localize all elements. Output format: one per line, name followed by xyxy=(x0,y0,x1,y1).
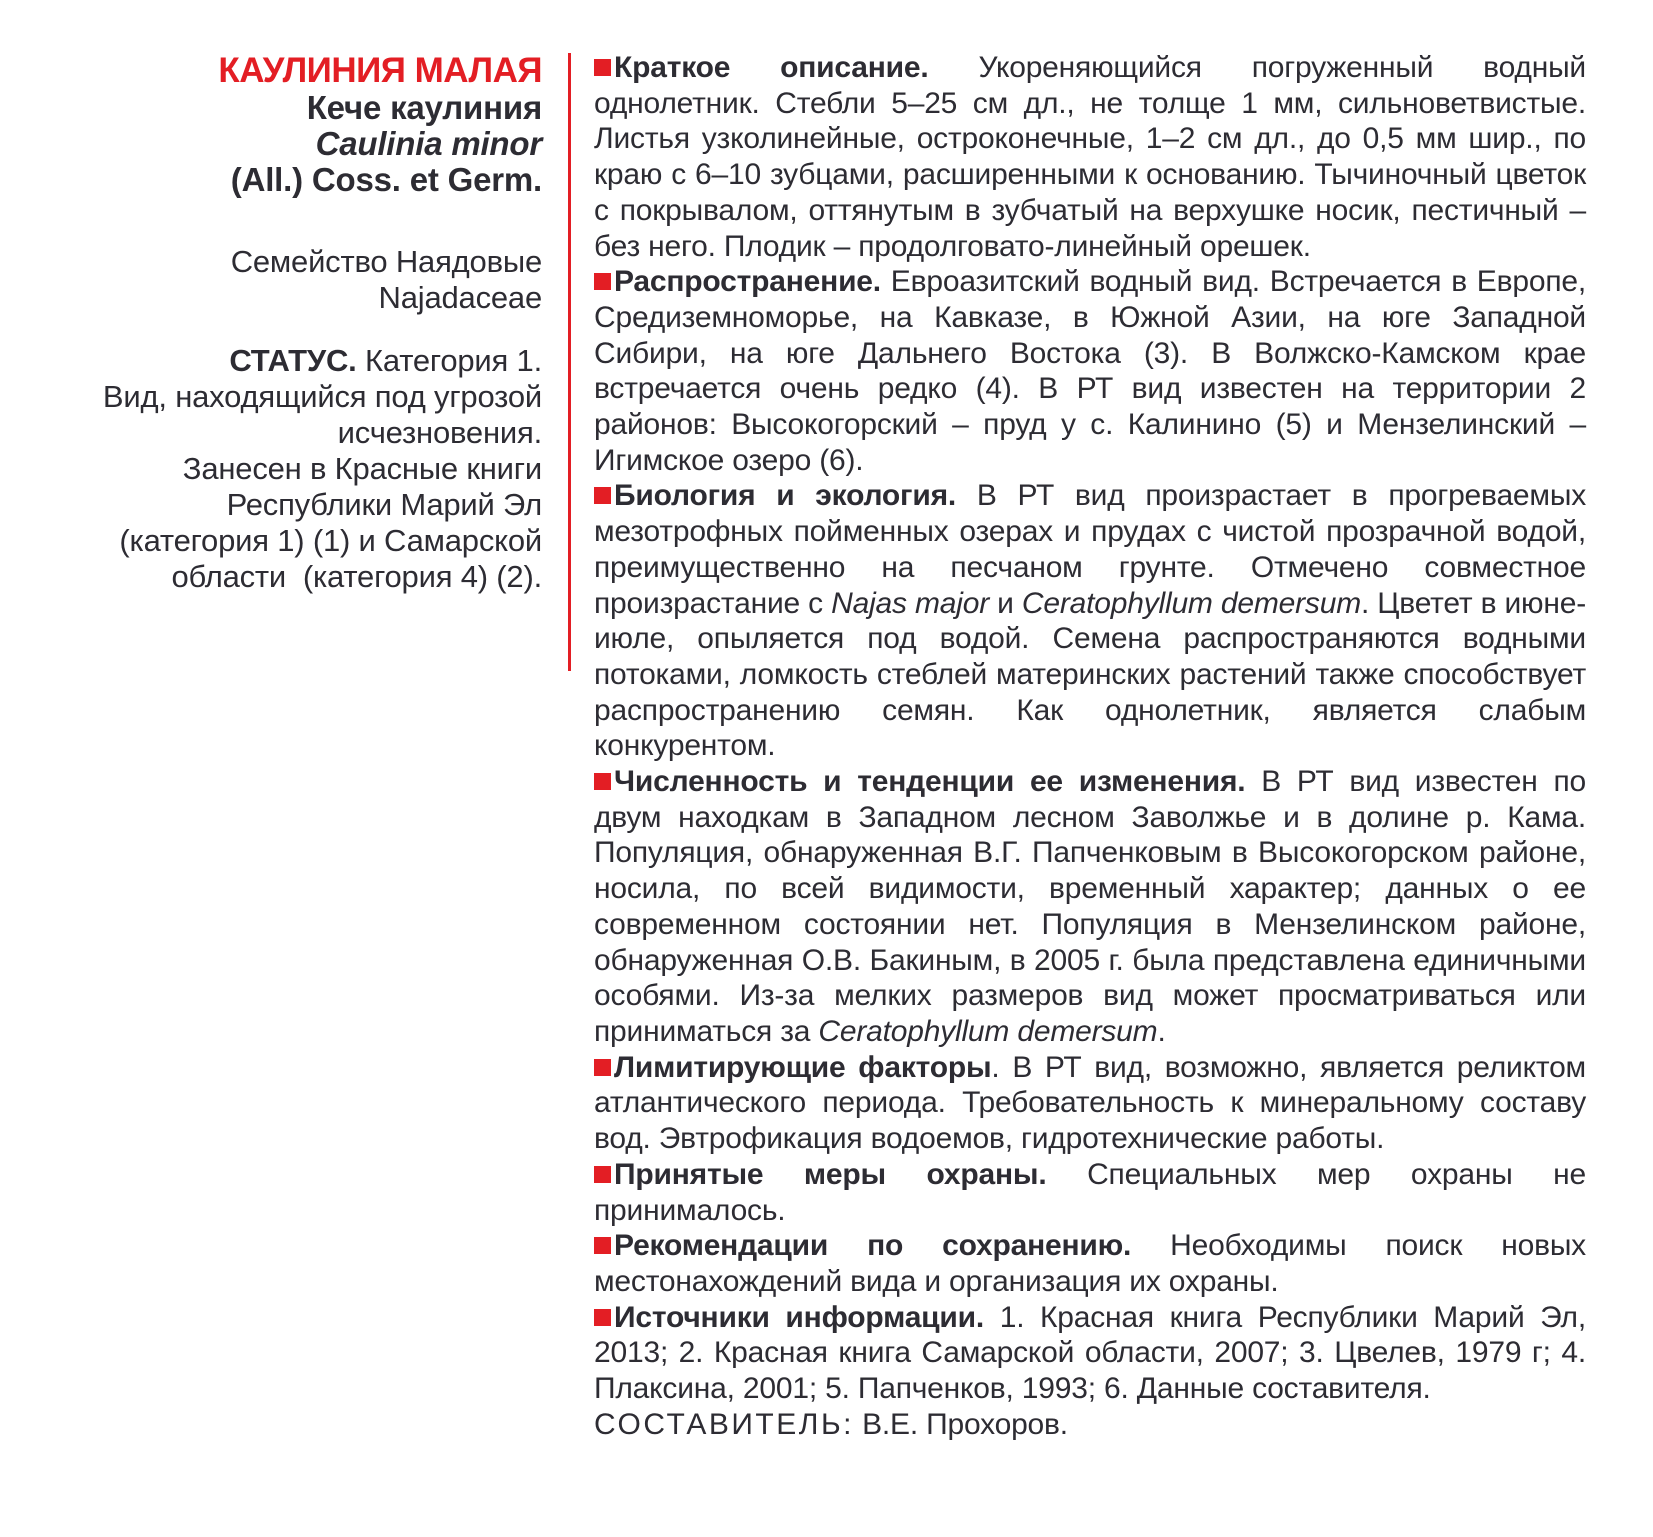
composer-name: В.Е. Прохоров. xyxy=(853,1407,1068,1441)
section-text: В РТ вид произрастает в прогреваемых мезотрофных пойменных озерах и прудах с чистой прозрачной водой, преимущественно на песчаном грунте. Отмечено совместное произрастание с xyxy=(594,479,1586,620)
composer-label: СОСТАВИТЕЛЬ: xyxy=(594,1407,854,1441)
section-text: . В РТ вид, возможно, является реликтом атлантического периода. Требовательность к минеральному составу вод. Эвтрофикация водоемов, гидротехнические работы. xyxy=(594,1050,1586,1156)
status-line-2: Вид, находящийся под угрозой xyxy=(102,379,542,414)
section-heading: Биология и экология. xyxy=(614,479,957,513)
family-name-ru: Семейство Наядовые xyxy=(230,244,542,279)
section-heading: Принятые меры охраны. xyxy=(614,1157,1047,1191)
section-distribution xyxy=(594,264,1586,478)
status-line-6: (категория 1) (1) и Самарской xyxy=(119,523,542,558)
section-bullet-icon xyxy=(594,1059,611,1076)
section-bullet-icon xyxy=(594,487,611,504)
section-information-sources xyxy=(594,1300,1586,1407)
species-name-tatar: Кече каулиния xyxy=(306,89,542,126)
section-heading: Источники информации. xyxy=(614,1300,985,1334)
section-text: Укореняющийся погруженный водный однолетник. Стебли 5–25 см дл., не толще 1 мм, сильноветвистые. Листья узколинейные, остроконечные, 1–2 см дл., до 0,5 мм шир., по краю с 6–10 зубцами, расширенными к основанию. Тычиночный цветок с покрывалом, оттянутым в зубчатый на верхушке носик, пестичный – без него. Плодик – продолговато-линейный орешек. xyxy=(594,51,1586,263)
section-heading: Краткое описание. xyxy=(614,51,929,84)
section-heading: Распространение. xyxy=(614,265,881,299)
status-label: СТАТУС. xyxy=(229,343,357,378)
species-authority: (All.) Coss. et Germ. xyxy=(230,161,542,198)
status-line-7: области (категория 4) (2). xyxy=(171,559,542,594)
section-text: В РТ вид известен по двум находкам в Западном лесном Заволжье и в долине р. Кама. Популяция, обнаруженная В.Г. Папченковым в Высокогорском районе, носила, по всей видимости, временный характер; данных о ее современном состоянии нет. Популяция в Мензелинском районе, обнаруженная О.В. Бакиным, в 2005 г. была представлена единичными особями. Из-за мелких размеров вид может просматриваться или приниматься за xyxy=(594,765,1586,1048)
section-text: 1. Красная книга Республики Марий Эл, 2013; 2. Красная книга Самарской области, 2007; 3. Цвелев, 1979 г; 4. Плаксина, 2001; 5. Папченков, 1993; 6. Данные составителя. xyxy=(594,1300,1586,1406)
latin-species-name: Ceratophyllum demersum xyxy=(1021,586,1361,620)
species-article xyxy=(594,50,1586,1442)
section-text: Специальных мер охраны не принималось. xyxy=(594,1157,1587,1227)
section-text: Евроазитский водный вид. Встречается в Европе, Средиземноморье, на Кавказе, в Южной Азии, на юге Западной Сибири, на юге Дальнего Востока (3). В Волжско-Камском крае встречается очень редко (4). В РТ вид известен на территории 2 районов: Высокогорский – пруд у с. Калинино (5) и Мензелинский – Игимское озеро (6). xyxy=(594,265,1586,477)
status-line-3: исчезновения. xyxy=(337,415,542,450)
section-population-trends xyxy=(594,764,1586,1050)
status-block xyxy=(78,343,542,595)
section-protection-measures xyxy=(594,1157,1586,1228)
section-limiting-factors xyxy=(594,1050,1586,1157)
section-brief-description xyxy=(594,50,1586,264)
section-bullet-icon xyxy=(594,773,611,790)
family-block xyxy=(78,244,542,316)
section-recommendations xyxy=(594,1228,1586,1299)
status-line-5: Республики Марий Эл xyxy=(226,487,542,522)
section-bullet-icon xyxy=(594,59,611,76)
section-bullet-icon xyxy=(594,1237,611,1254)
species-title-ru: КАУЛИНИЯ МАЛАЯ xyxy=(218,51,542,90)
status-line-4: Занесен в Красные книги xyxy=(182,451,542,486)
composer-line xyxy=(594,1407,1586,1443)
section-biology-ecology xyxy=(594,478,1586,764)
species-name-latin: Caulinia minor xyxy=(315,125,542,162)
section-text: . xyxy=(1157,1014,1166,1048)
section-bullet-icon xyxy=(594,1166,611,1183)
section-heading: Численность и тенденции ее изменения. xyxy=(614,765,1246,799)
section-text: . Цветет в июне-июле, опыляется под водой. Семена распространяются водными потоками, ломкость стеблей материнских растений также способствует распространению семян. Как однолетник, является слабым конкурентом. xyxy=(594,586,1586,763)
latin-species-name: Ceratophyllum demersum xyxy=(818,1014,1158,1048)
section-heading: Лимитирующие факторы xyxy=(614,1050,992,1084)
latin-species-name: Najas major xyxy=(831,586,990,620)
section-text: и xyxy=(989,586,1022,620)
column-divider-rule xyxy=(568,53,571,671)
section-bullet-icon xyxy=(594,273,611,290)
species-header-column xyxy=(78,52,542,595)
section-text: Необходимы поиск новых местонахождений вида и организация их охраны. xyxy=(594,1229,1586,1298)
status-line-1: СТАТУС. Категория 1. xyxy=(229,343,542,378)
section-heading: Рекомендации по сохранению. xyxy=(614,1229,1132,1263)
family-name-latin: Najadaceae xyxy=(378,280,542,315)
section-bullet-icon xyxy=(594,1309,611,1326)
